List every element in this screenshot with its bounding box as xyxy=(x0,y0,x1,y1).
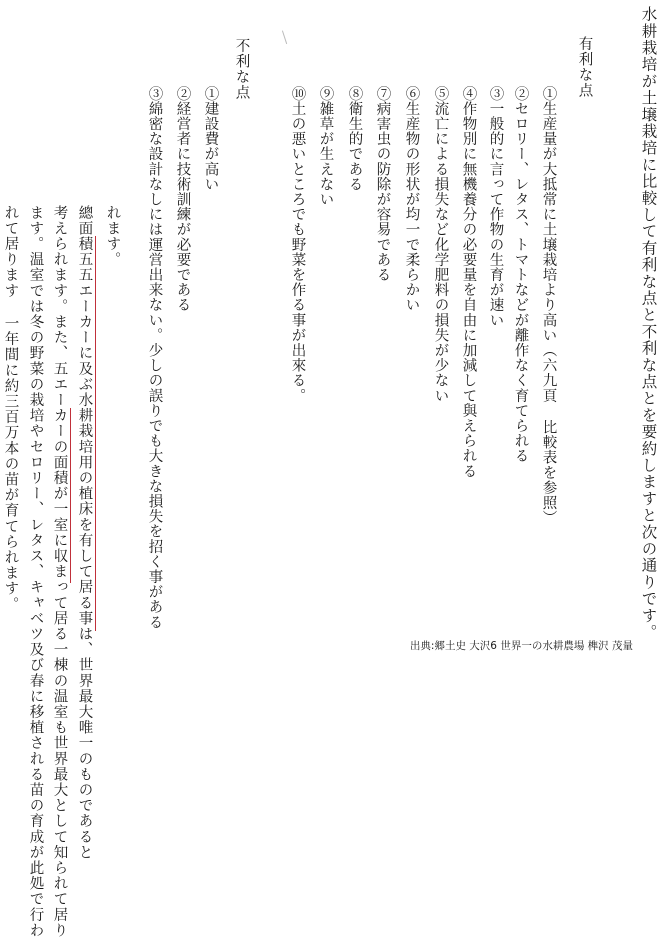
advantage-item: ⑤流亡による損失など化学肥料の損失が少ない xyxy=(432,86,449,404)
body-line: ます。温室では冬の野菜の栽培やセロリー、レタス、キャベツ及び春に移植される苗の育成が此処で行わ xyxy=(27,205,44,938)
disadvantages-heading: 不利な点 xyxy=(233,38,250,100)
body-line: れます。 xyxy=(104,205,121,268)
advantage-item: ⑩土の悪いところでも野菜を作る事が出來る。 xyxy=(289,86,306,404)
disadvantage-item: ①建設費が高い xyxy=(202,86,219,192)
advantage-item: ⑦病害虫の防除が容易である xyxy=(374,86,391,283)
body-line: 考えられます。また、五エーカーの面積が一室に収まって居る一棟の温室も世界最大として知られて居り xyxy=(51,205,68,938)
body-line: れて居ります 一年間に約三百万本の苗が育てられます。 xyxy=(2,205,19,613)
source-citation: 出典:郷土史 大沢6 世界一の水耕農場 榫沢 茂量 xyxy=(409,640,633,652)
red-underline-mark xyxy=(95,236,96,631)
advantage-item: ①生産量が大抵常に土壌栽培より高い（六九頁 比較表を参照） xyxy=(540,86,557,526)
advantages-heading: 有利な点 xyxy=(576,36,593,98)
body-line: 總面積五五エーカーに及ぶ水耕栽培用の植床を有して居る事は、世界最大唯一のものであると xyxy=(76,205,93,861)
scan-mark xyxy=(282,30,289,44)
advantage-item: ②セロリー、レタス、トマトなどが離作なく育てられる xyxy=(512,86,529,464)
red-underline-mark xyxy=(70,408,71,583)
intro-title-line: 水耕栽培が土壌栽培に比較して有利な点と不利な点とを要約しますと次の通りです。 xyxy=(639,6,658,641)
advantage-item: ⑨雑草が生えない xyxy=(317,86,334,207)
advantage-item: ⑥生産物の形状が均一で柔らかい xyxy=(403,86,420,313)
disadvantage-item: ③綿密な設計なしには運営出来ない。少しの誤りでも大きな損失を招く事がある xyxy=(146,86,163,630)
disadvantage-item: ②経営者に技術訓練が必要である xyxy=(174,86,191,313)
advantage-item: ⑧衛生的である xyxy=(346,86,363,192)
advantage-item: ④作物別に無機養分の必要量を自由に加減して與えられる xyxy=(460,86,477,479)
advantage-item: ③一般的に言って作物の生育が速い xyxy=(487,86,504,328)
